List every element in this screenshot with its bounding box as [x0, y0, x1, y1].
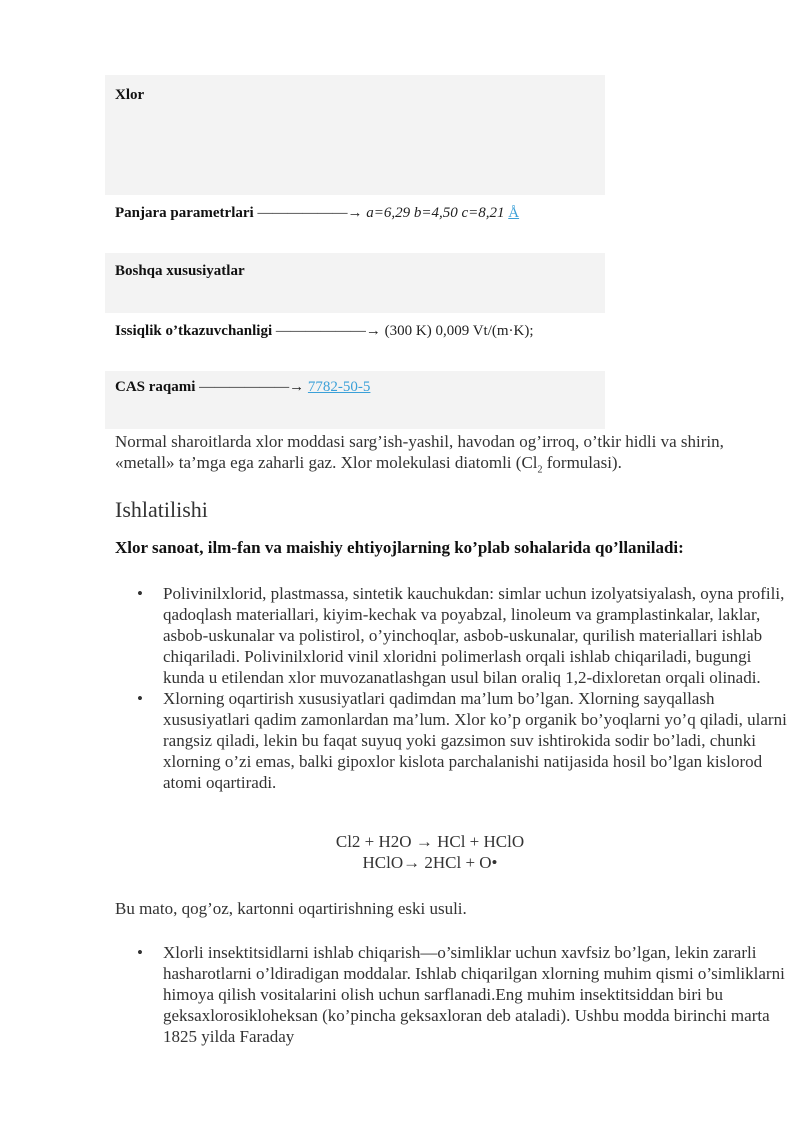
issiqlik-label: Issiqlik o’tkazuvchanligi: [115, 323, 273, 339]
section-heading: Ishlatilishi: [115, 497, 208, 522]
panjara-label: Panjara parametrlari: [115, 205, 254, 221]
panjara-arrow: ——————→: [257, 205, 363, 221]
table-row-panjara: [105, 195, 605, 253]
bullet-icon: •: [137, 689, 143, 708]
list-item-text: Xlorli insektitsidlarni ishlab chiqarish—o’simliklar uchun xavfsiz bo’lgan, lekin zararli hasharotlarni o’ldiradigan moddalar. Ishlab chiqarilgan xlorning muhim qismi o’simliklarni himoya qilish vositalarini olish uchun sarflanadi.Eng muhim insektitsiddan biri bu geksaxlorosikloheksan (ko’pincha geksaxloran deb ataladi). Ushbu modda birinchi marta 1825 yilda Faraday: [163, 943, 785, 1046]
list-item-text: Polivinilxlorid, plastmassa, sintetik kauchukdan: simlar uchun izolyatsiyalash, oyna profili, qadoqlash materiallari, kiyim-kechak va poyabzal, linoleum va gramplastinkalar, laklar, asbob-uskunalar va polistirol, o’yinchoqlar, asbob-uskunalar, qurilish materiallari ishlab chiqariladi. Polivinilxlorid vinil xloridni polimerlash orqali ishlab chiqariladi, bugungi kunda u etilendan xlor muvozanatlashgan usul bilan oraliq 1,2-dixloretan orqali olinadi.: [163, 584, 785, 687]
intro-subscript: 2: [537, 464, 543, 476]
section-lead: Xlor sanoat, ilm-fan va maishiy ehtiyojlarning ko’plab sohalarida qo’llaniladi:: [115, 538, 684, 557]
usage-list: [115, 583, 793, 793]
cas-arrow: ——————→: [199, 379, 305, 395]
table-row-empty: [105, 137, 605, 195]
note-paragraph: Bu mato, qog’oz, kartonni oqartirishning eski usuli.: [115, 899, 467, 918]
bullet-icon: •: [137, 943, 143, 962]
angstrom-link[interactable]: Å: [508, 205, 520, 221]
equation-2: HClO→ 2HCl + O•: [362, 853, 498, 872]
cas-label: CAS raqami: [115, 379, 196, 395]
equation-1: Cl2 + H2O → HCl + HClO: [335, 832, 525, 851]
panjara-value: a=6,29 b=4,50 c=8,21: [366, 205, 505, 221]
insecticide-list: [115, 942, 793, 1047]
xlor-label: Xlor: [115, 87, 145, 103]
cas-link[interactable]: 7782-50-5: [307, 379, 371, 395]
issiqlik-arrow: ——————→: [275, 323, 381, 339]
table-row-boshqa: [105, 253, 605, 313]
properties-table: [105, 75, 605, 429]
bullet-icon: •: [137, 584, 143, 603]
issiqlik-value: (300 K) 0,009 Vt/(m·K);: [384, 323, 534, 339]
intro-text: Normal sharoitlarda xlor moddasi sarg’ish-yashil, havodan og’irroq, o’tkir hidli va shirin, «metall» ta’mga ega zaharli gaz. Xlor molekulasi diatomli (Cl: [115, 432, 724, 472]
intro-paragraph: [115, 431, 745, 480]
table-row-cas: [105, 371, 605, 429]
boshqa-label: Boshqa xususiyatlar: [115, 263, 245, 279]
list-item: [137, 583, 793, 688]
table-row-issiqlik: [105, 313, 605, 371]
list-item-text: Xlorning oqartirish xususiyatlari qadimdan ma’lum bo’lgan. Xlorning sayqallash xususiyatlari qadim zamonlardan ma’lum. Xlor ko’p organik bo’yoqlarni yo’q qiladi, ularni rangsiz qiladi, lekin bu faqat suyuq yoki gazsimon suv ishtirokida sodir bo’ladi, chunki xlorning o’zi emas, balki gipoxlor kislota parchalanishi natijasida hosil bo’lgan kislorod atomi oqartiradi.: [163, 689, 787, 792]
table-row-xlor: [105, 75, 605, 137]
list-item: [137, 688, 793, 793]
intro-text-end: formulasi).: [542, 453, 622, 472]
list-item: [137, 942, 793, 1047]
